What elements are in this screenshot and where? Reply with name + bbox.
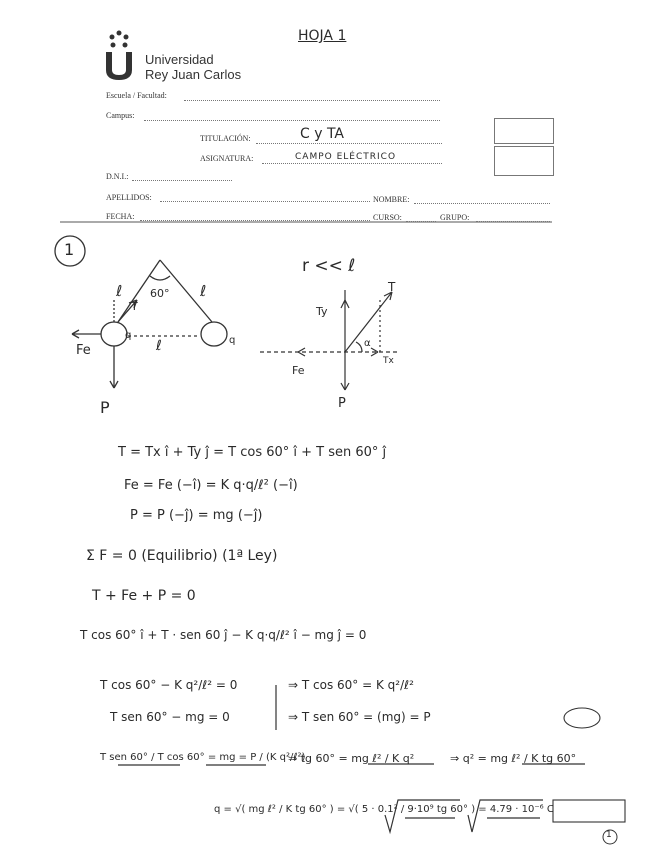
length-left-label: ℓ — [116, 282, 123, 300]
equation-13: ⇒ q² = mg ℓ² / K tg 60° — [450, 752, 577, 765]
university-name-line1: Universidad — [145, 52, 214, 67]
line-grupo — [476, 221, 550, 222]
line-escuela — [184, 100, 440, 101]
weight-label: P — [100, 398, 110, 417]
page-number: 1 — [606, 830, 612, 840]
sheet-label: HOJA 1 — [298, 28, 347, 44]
university-logo-icon — [106, 31, 132, 81]
label-campus: Campus: — [106, 111, 135, 120]
equation-12: ⇒ tg 60° = mg ℓ² / K q² — [288, 752, 415, 765]
equation-11: T sen 60° / T cos 60° = mg = P / (K q²/ℓ²) — [100, 752, 306, 763]
charge-left-label: q — [125, 330, 132, 341]
label-curso: CURSO: — [373, 213, 402, 222]
titulacion-value: C y TA — [300, 126, 345, 142]
circled-mg — [564, 708, 600, 728]
problem-number: 1 — [64, 240, 75, 259]
line-apellidos — [160, 201, 370, 202]
equation-10: ⇒ T sen 60° = (mg) = P — [288, 710, 431, 724]
university-name-line2: Rey Juan Carlos — [145, 67, 242, 82]
fe-vec-label: Fe — [292, 364, 305, 377]
fraction-bars — [118, 764, 585, 832]
alpha-label: α — [364, 338, 371, 349]
line-asignatura — [262, 163, 442, 164]
ty-label: Ty — [316, 305, 328, 318]
electric-force-label: Fe — [76, 343, 91, 358]
label-dni: D.N.I.: — [106, 172, 129, 181]
length-bottom-label: ℓ — [156, 338, 162, 354]
line-fecha — [140, 220, 370, 221]
condition-label: r << ℓ — [302, 256, 356, 276]
equation-1: T = Tx î + Ty ĵ = T cos 60° î + T sen 60° ĵ — [118, 445, 387, 460]
length-right-label: ℓ — [200, 282, 207, 300]
label-nombre: NOMBRE: — [373, 195, 410, 204]
equation-9: ⇒ T cos 60° = K q²/ℓ² — [288, 678, 414, 692]
asignatura-value: CAMPO ELÉCTRICO — [295, 152, 397, 162]
line-titulacion — [256, 143, 442, 144]
line-campus — [144, 120, 440, 121]
label-asignatura: ASIGNATURA: — [200, 154, 254, 163]
label-apellidos: APELLIDOS: — [106, 193, 152, 202]
equation-4: Σ F = 0 (Equilibrio) (1ª Ley) — [86, 548, 278, 564]
tx-label: Tx — [383, 356, 394, 366]
label-escuela: Escuela / Facultad: — [106, 91, 167, 100]
pendulum-diagram — [72, 260, 227, 388]
label-titulacion: TITULACIÓN: — [200, 134, 251, 143]
line-dni — [132, 180, 232, 181]
equation-3: P = P (−ĵ) = mg (−ĵ) — [130, 508, 263, 523]
equation-14: q = √( mg ℓ² / K tg 60° ) = √( 5 · 0.1² / 9·10⁹ tg 60° ) = 4.79 · 10⁻⁶ C — [214, 804, 554, 815]
equation-5: T + Fe + P = 0 — [92, 588, 196, 604]
p-vec-label: P — [338, 396, 346, 411]
tension-label: T — [131, 300, 138, 313]
angle-label: 60° — [150, 287, 170, 300]
label-grupo: GRUPO: — [440, 213, 470, 222]
t-vec-label: T — [388, 280, 396, 294]
equation-7: T cos 60° − K q²/ℓ² = 0 — [100, 678, 238, 692]
label-fecha: FECHA: — [106, 212, 135, 221]
line-nombre — [414, 203, 550, 204]
equation-2: Fe = Fe (−î) = K q·q/ℓ² (−î) — [124, 478, 298, 493]
grade-box-2 — [494, 146, 554, 176]
line-curso — [406, 221, 436, 222]
equation-8: T sen 60° − mg = 0 — [110, 710, 230, 724]
grade-box-1 — [494, 118, 554, 144]
result-box — [553, 800, 625, 822]
force-vector-diagram — [260, 290, 400, 390]
charge-right-label: q — [229, 335, 236, 346]
equation-6: T cos 60° î + T · sen 60 ĵ − K q·q/ℓ² î − mg ĵ = 0 — [80, 628, 367, 642]
